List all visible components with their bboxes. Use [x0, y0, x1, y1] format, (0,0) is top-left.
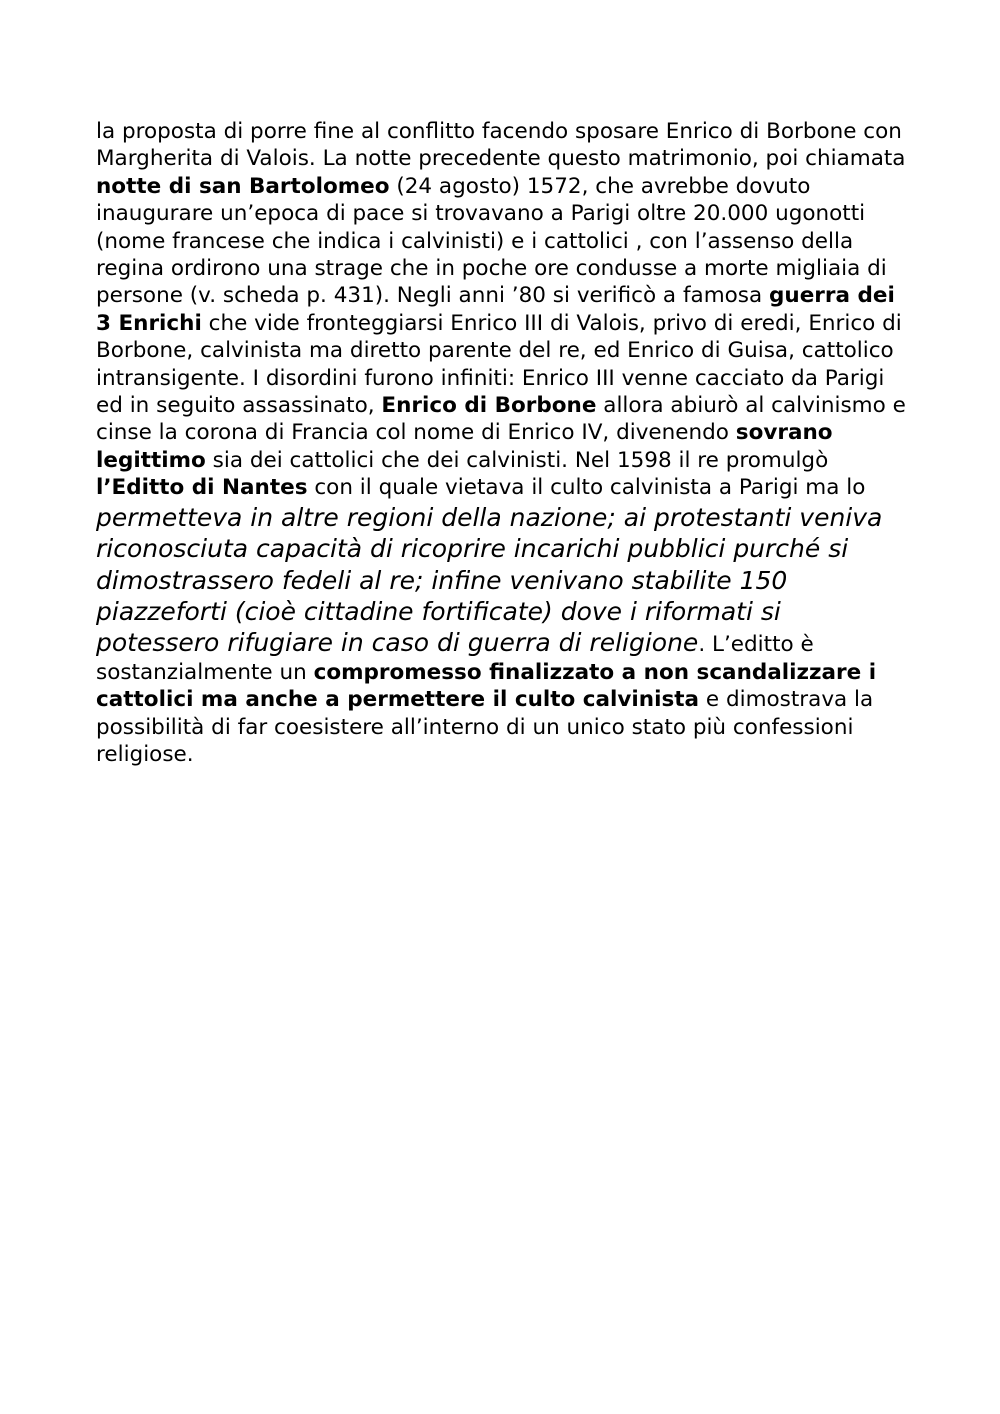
text-segment: . L’editto è sostanzialmente un [96, 632, 814, 685]
bold-term-sovrano-legittimo: sovrano legittimo [96, 420, 833, 473]
text-segment: (24 agosto) 1572, che avrebbe dovuto inaugurare un’epoca di pace si trovavano a Parigi oltre 20.000 ugonotti (nome francese che indica i calvinisti) e i cattolici , con l’assenso della regina ordirono una strage che in poche ore condusse a morte migliaia di persone (v. scheda p. 431). Negli anni ’80 si verificò a famosa [96, 173, 887, 309]
text-segment: e dimostrava la possibilità di far coesistere all’interno di un unico stato più confessioni religiose. [96, 687, 874, 767]
body-paragraph [96, 118, 911, 768]
bold-term-enrico-di-borbone: Enrico di Borbone [381, 393, 597, 419]
bold-term-editto-di-nantes: l’Editto di Nantes [96, 475, 308, 501]
text-segment: con il quale vietava il culto calvinista a Parigi ma lo [307, 475, 866, 501]
italic-passage-edict-terms: permetteva in altre regioni della nazione; ai protestanti veniva riconosciuta capacità di ricoprire incarichi pubblici purché si dimostrassero fedeli al re; infine venivano stabilite 150 piazzeforti (cioè cittadine fortificate) dove i riformati si potessero rifugiare in caso di guerra di religione [96, 502, 883, 658]
bold-term-guerra-3-enrichi: guerra dei 3 Enrichi [96, 283, 895, 336]
text-segment: la proposta di porre fine al conflitto facendo sposare Enrico di Borbone con Margherita di Valois. La notte precedente questo matrimonio, poi chiamata [96, 119, 906, 172]
bold-term-notte-san-bartolomeo: notte di san Bartolomeo [96, 173, 390, 199]
text-segment: che vide fronteggiarsi Enrico III di Valois, privo di eredi, Enrico di Borbone, calvinista ma diretto parente del re, ed Enrico di Guisa, cattolico intransigente. I disordini furono infiniti: Enrico III venne cacciato da Parigi ed in seguito assassinato, [96, 310, 902, 419]
bold-term-compromesso: compromesso finalizzato a non scandalizzare i cattolici ma anche a permettere il culto calvinista [96, 659, 877, 713]
text-segment: allora abiurò al calvinismo e cinse la corona di Francia col nome di Enrico IV, divenendo [96, 393, 906, 446]
text-segment: sia dei cattolici che dei calvinisti. Nel 1598 il re promulgò [205, 447, 829, 473]
